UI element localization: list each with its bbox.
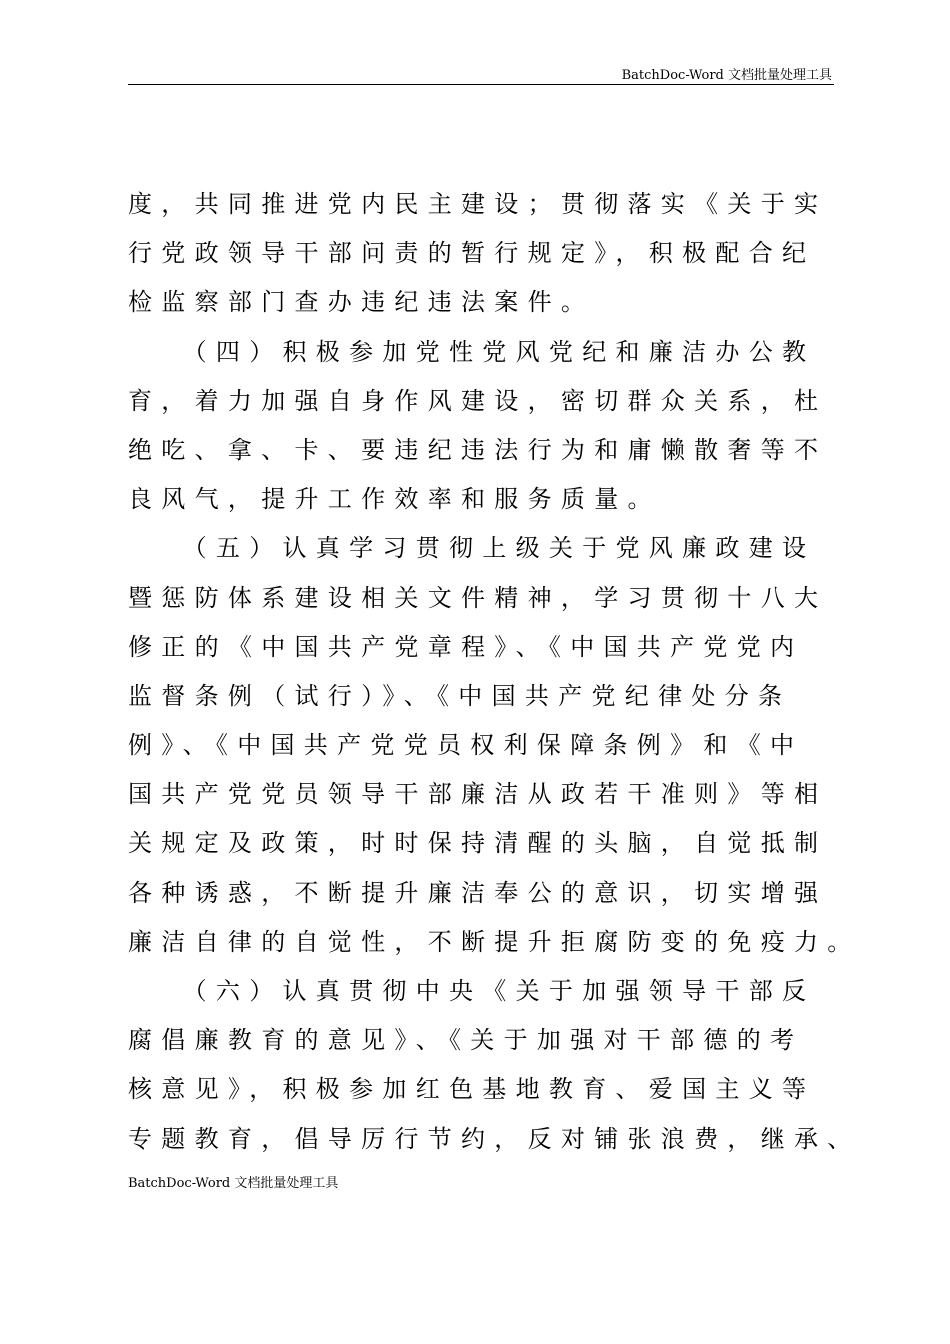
text-line: 良风气，提升工作效率和服务质量。 — [128, 485, 661, 514]
text-line: （四）积极参加党性党风党纪和廉洁办公教 — [128, 337, 816, 366]
text-line: 暨惩防体系建设相关文件精神，学习贯彻十八大 — [128, 583, 828, 612]
text-line: 关规定及政策，时时保持清醒的头脑，自觉抵制 — [128, 829, 828, 858]
text-line: （六）认真贯彻中央《关于加强领导干部反 — [128, 977, 816, 1005]
text-line: 行党政领导干部问责的暂行规定》，积极配合纪 — [128, 239, 816, 268]
text-line: 廉洁自律的自觉性，不断提升拒腐防变的免疫力。 — [128, 927, 861, 956]
header-divider — [128, 84, 834, 85]
page-footer: BatchDoc-Word 文档批量处理工具 — [128, 1176, 339, 1191]
body-text — [128, 180, 861, 1164]
text-line: 腐倡廉教育的意见》、《关于加强对干部德的考 — [128, 1026, 804, 1055]
text-line: 绝吃、拿、卡、要违纪违法行为和庸懒散奢等不 — [128, 435, 828, 464]
page-header: BatchDoc-Word 文档批量处理工具 — [621, 68, 832, 83]
text-line: （五）认真学习贯彻上级关于党风廉政建设 — [128, 534, 816, 563]
text-line: 国共产党党员领导干部廉洁从政若干准则》等相 — [128, 780, 828, 809]
text-line: 例》、《中国共产党党员权利保障条例》和《中 — [128, 731, 804, 760]
text-line: 监督条例（试行）》、《中国共产党纪律处分条 — [128, 681, 792, 710]
text-line: 专题教育，倡导厉行节约，反对铺张浪费，继承、 — [128, 1124, 861, 1153]
text-line: 修正的《中国共产党章程》、《中国共产党党内 — [128, 632, 804, 661]
text-line: 各种诱惑，不断提升廉洁奉公的意识，切实增强 — [128, 878, 828, 907]
text-line: 育，着力加强自身作风建设，密切群众关系，杜 — [128, 386, 828, 415]
text-line: 度，共同推进党内民主建设；贯彻落实《关于实 — [128, 190, 828, 218]
text-line: 检监察部门查办违纪违法案件。 — [128, 288, 595, 317]
text-line: 核意见》，积极参加红色基地教育、爱国主义等 — [128, 1075, 816, 1104]
